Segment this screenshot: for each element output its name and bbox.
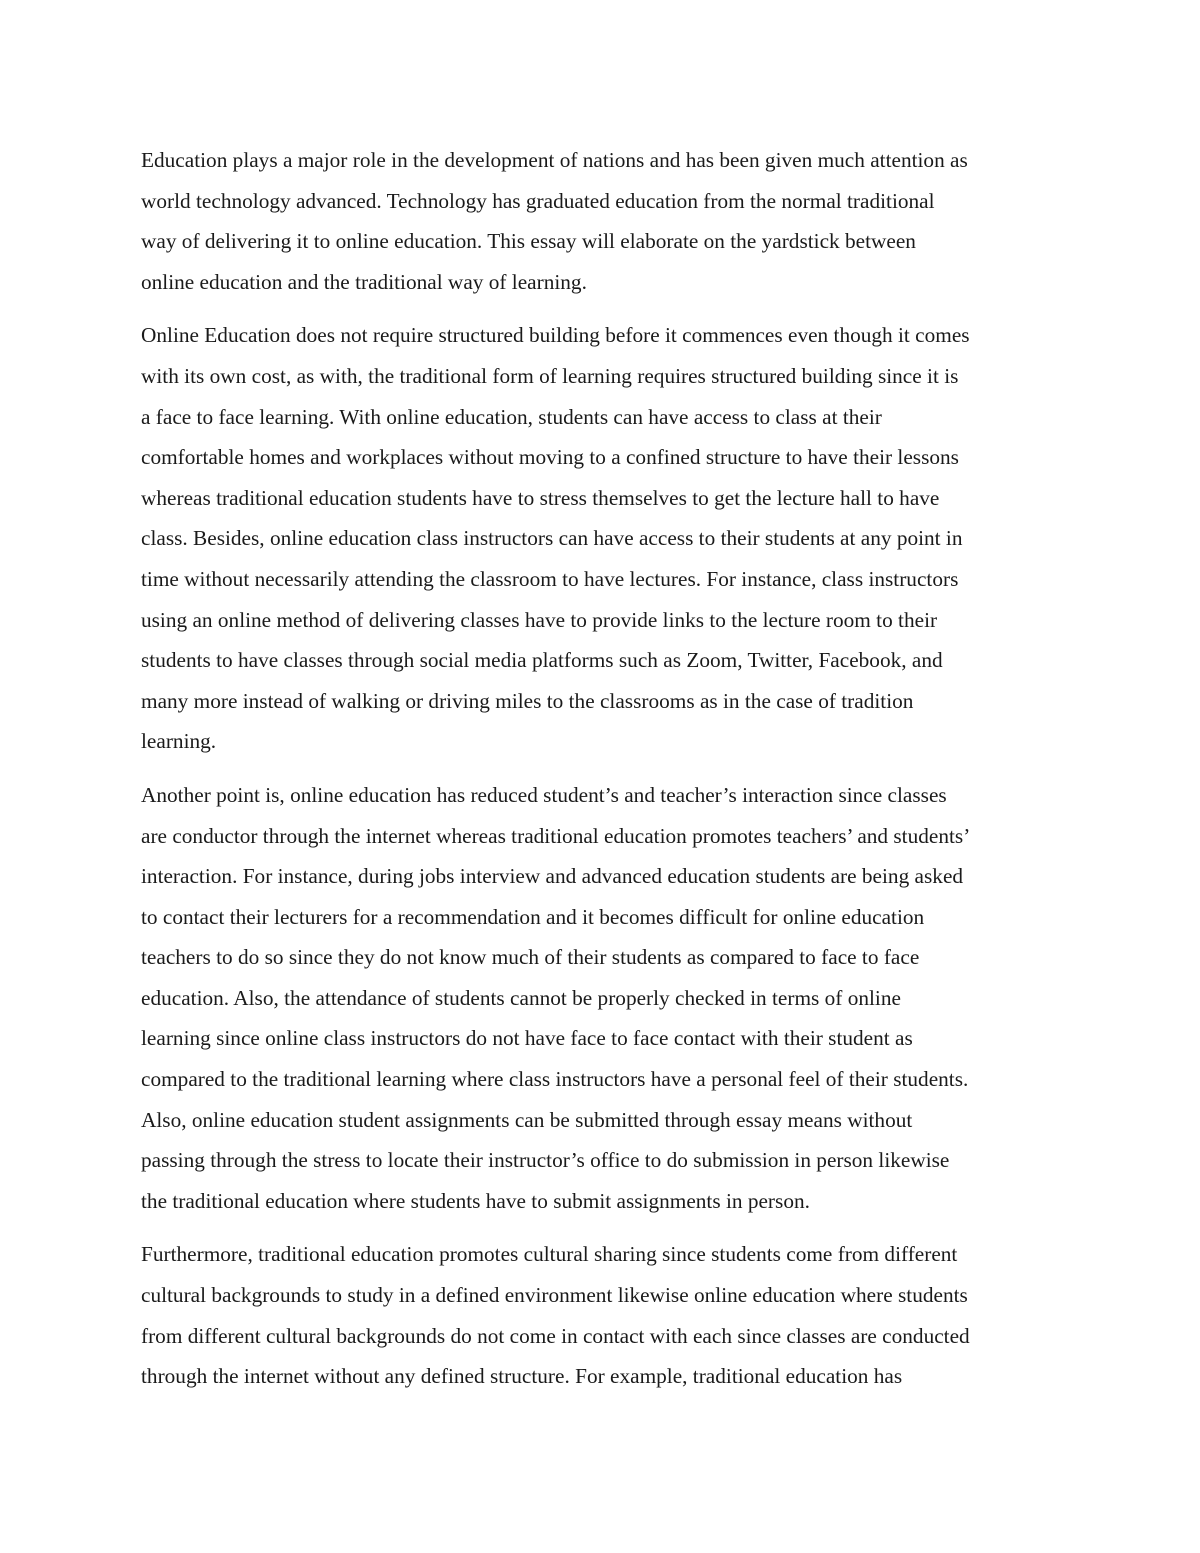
text-line: compared to the traditional learning where class instructors have a personal feel of their students. bbox=[141, 1067, 969, 1092]
text-line: comfortable homes and workplaces without moving to a confined structure to have their lessons bbox=[141, 445, 959, 470]
text-line: time without necessarily attending the classroom to have lectures. For instance, class instructors bbox=[141, 566, 959, 591]
text-line: Education plays a major role in the development of nations and has been given much attention as bbox=[141, 148, 968, 172]
text-line: with its own cost, as with, the traditional form of learning requires structured building since it is bbox=[141, 363, 959, 388]
text-line: Furthermore, traditional education promotes cultural sharing since students come from different bbox=[141, 1242, 958, 1267]
text-line: online education and the traditional way of learning. bbox=[141, 269, 587, 294]
text-line: a face to face learning. With online education, students can have access to class at their bbox=[141, 404, 882, 429]
text-line: Also, online education student assignments can be submitted through essay means without bbox=[141, 1107, 913, 1132]
text-line: world technology advanced. Technology has graduated education from the normal traditional bbox=[141, 188, 935, 213]
essay-body bbox=[141, 140, 1066, 1410]
text-line: teachers to do so since they do not know much of their students as compared to face to face bbox=[141, 945, 920, 970]
text-line: students to have classes through social media platforms such as Zoom, Twitter, Facebook, and bbox=[141, 648, 943, 673]
text-line: are conductor through the internet whereas traditional education promotes teachers’ and students’ bbox=[141, 823, 971, 848]
paragraph-structure bbox=[141, 315, 1066, 762]
text-line: Another point is, online education has reduced student’s and teacher’s interaction since classes bbox=[141, 782, 947, 807]
text-line: education. Also, the attendance of students cannot be properly checked in terms of online bbox=[141, 985, 901, 1010]
paragraph-interaction bbox=[141, 775, 1066, 1222]
text-line: through the internet without any defined structure. For example, traditional education has bbox=[141, 1364, 903, 1389]
paragraph-introduction bbox=[141, 140, 1066, 302]
text-line: learning since online class instructors do not have face to face contact with their student as bbox=[141, 1026, 913, 1051]
text-line: Online Education does not require structured building before it commences even though it comes bbox=[141, 323, 970, 348]
text-line: learning. bbox=[141, 729, 217, 754]
paragraph-culture bbox=[141, 1234, 1066, 1396]
text-line: way of delivering it to online education. This essay will elaborate on the yardstick between bbox=[141, 229, 916, 254]
text-line: cultural backgrounds to study in a defined environment likewise online education where students bbox=[141, 1283, 968, 1308]
text-line: to contact their lecturers for a recommendation and it becomes difficult for online education bbox=[141, 904, 925, 929]
text-line: class. Besides, online education class instructors can have access to their students at any point in bbox=[141, 526, 963, 551]
text-line: many more instead of walking or driving miles to the classrooms as in the case of tradition bbox=[141, 688, 914, 713]
text-line: passing through the stress to locate their instructor’s office to do submission in person likewise bbox=[141, 1148, 950, 1173]
text-line: from different cultural backgrounds do not come in contact with each since classes are conducted bbox=[141, 1323, 970, 1348]
text-line: using an online method of delivering classes have to provide links to the lecture room to their bbox=[141, 607, 938, 632]
text-line: the traditional education where students have to submit assignments in person. bbox=[141, 1188, 810, 1213]
text-line: interaction. For instance, during jobs interview and advanced education students are being asked bbox=[141, 864, 964, 889]
text-line: whereas traditional education students have to stress themselves to get the lecture hall to have bbox=[141, 485, 940, 510]
